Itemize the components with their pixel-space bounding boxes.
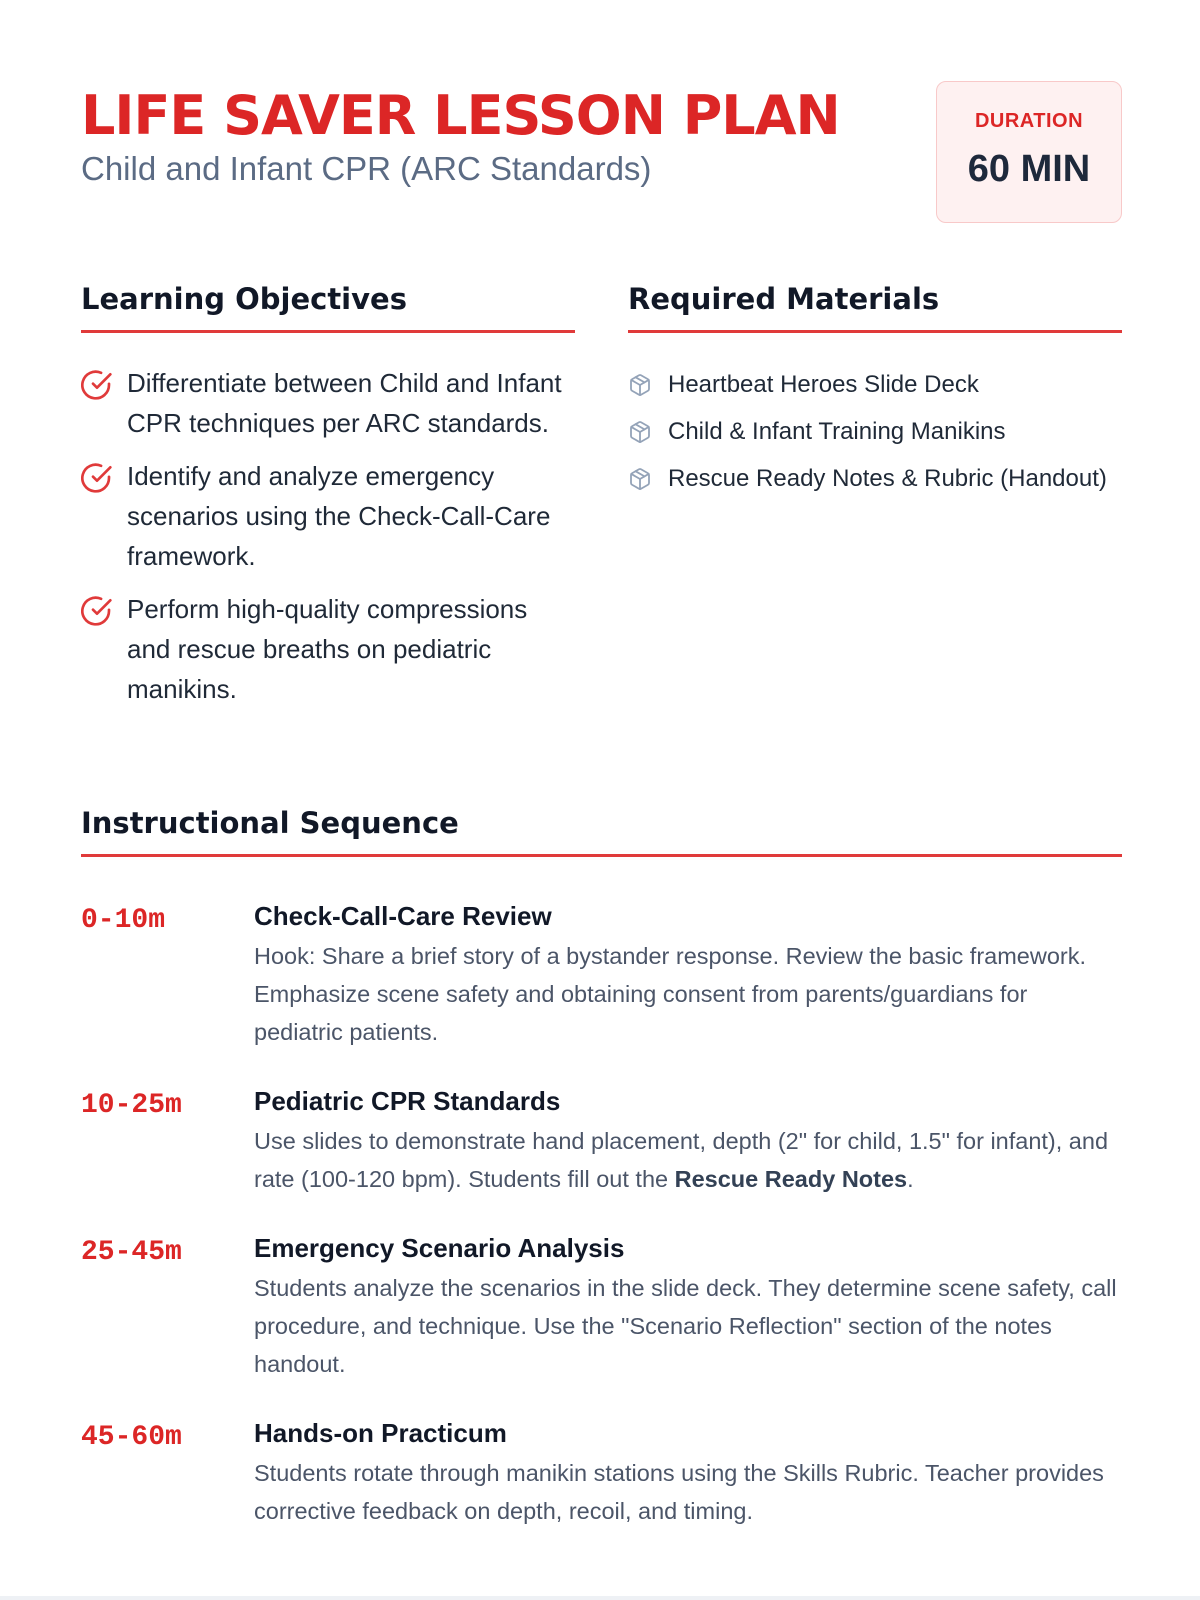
material-item — [628, 361, 1122, 408]
check-circle-icon — [81, 369, 113, 401]
sequence-body — [254, 1084, 1122, 1198]
sequence-heading: Hands-on Practicum — [254, 1418, 507, 1448]
sequence-item — [81, 1416, 1122, 1530]
bottom-divider — [0, 1596, 1200, 1600]
required-materials-title: Required Materials — [628, 282, 1122, 333]
objective-item — [81, 363, 575, 443]
sequence-description-end: . — [907, 1166, 914, 1192]
check-circle-icon — [81, 595, 113, 627]
sequence-time: 10-25m — [81, 1090, 182, 1121]
sequence-description: Students rotate through manikin stations using the Skills Rubric. Teacher provides corrective feedback on depth, recoil, and timing. — [254, 1460, 1104, 1524]
sequence-item — [81, 899, 1122, 1051]
sequence-list — [81, 899, 1122, 1530]
duration-badge — [936, 81, 1122, 223]
sequence-time: 45-60m — [81, 1422, 182, 1453]
box-icon — [628, 420, 652, 444]
objectives-list — [81, 363, 575, 709]
sequence-heading: Emergency Scenario Analysis — [254, 1233, 625, 1263]
materials-list — [628, 361, 1122, 502]
header — [81, 78, 1122, 223]
page-title: LIFE SAVER LESSON PLAN — [81, 84, 840, 147]
learning-objectives-section — [81, 282, 575, 722]
sequence-body — [254, 899, 1122, 1051]
sequence-description: Students analyze the scenarios in the slide deck. They determine scene safety, call procedure, and technique. Use the "Scenario Reflection" section of the notes handout. — [254, 1275, 1117, 1377]
material-item — [628, 455, 1122, 502]
objective-text: Perform high-quality compressions and rescue breaths on pediatric manikins. — [127, 594, 528, 704]
sequence-description-emphasis: Rescue Ready Notes — [674, 1166, 908, 1192]
sequence-time: 0-10m — [81, 905, 166, 936]
box-icon — [628, 467, 652, 491]
duration-label: DURATION — [974, 110, 1084, 132]
sequence-body — [254, 1231, 1122, 1383]
page-subtitle: Child and Infant CPR (ARC Standards) — [81, 150, 652, 187]
duration-value: 60 MIN — [967, 148, 1091, 190]
objective-item — [81, 589, 575, 709]
instructional-sequence-section — [81, 806, 1122, 1563]
learning-objectives-title: Learning Objectives — [81, 282, 575, 333]
material-item — [628, 408, 1122, 455]
material-text: Rescue Ready Notes & Rubric (Handout) — [668, 464, 1107, 492]
sequence-item — [81, 1231, 1122, 1383]
material-text: Heartbeat Heroes Slide Deck — [668, 370, 979, 398]
required-materials-section — [628, 282, 1122, 502]
box-icon — [628, 373, 652, 397]
sequence-description: Hook: Share a brief story of a bystander response. Review the basic framework. Emphasize scene safety and obtaining consent from parents/guardians for pediatric patients. — [254, 943, 1087, 1045]
sequence-description — [254, 1122, 1122, 1198]
sequence-description-text: Use slides to demonstrate hand placement, depth (2" for child, 1.5" for infant), and rate (100-120 bpm). Students fill out the — [254, 1128, 1109, 1192]
sequence-body — [254, 1416, 1122, 1530]
sequence-heading: Check-Call-Care Review — [254, 901, 552, 931]
objective-text: Identify and analyze emergency scenarios using the Check-Call-Care framework. — [127, 461, 551, 571]
sequence-time: 25-45m — [81, 1237, 182, 1268]
objective-item — [81, 456, 575, 576]
sequence-heading: Pediatric CPR Standards — [254, 1086, 561, 1116]
check-circle-icon — [81, 462, 113, 494]
material-text: Child & Infant Training Manikins — [668, 417, 1006, 445]
instructional-sequence-title: Instructional Sequence — [81, 806, 1122, 857]
sequence-item — [81, 1084, 1122, 1198]
objective-text: Differentiate between Child and Infant CPR techniques per ARC standards. — [127, 368, 562, 438]
